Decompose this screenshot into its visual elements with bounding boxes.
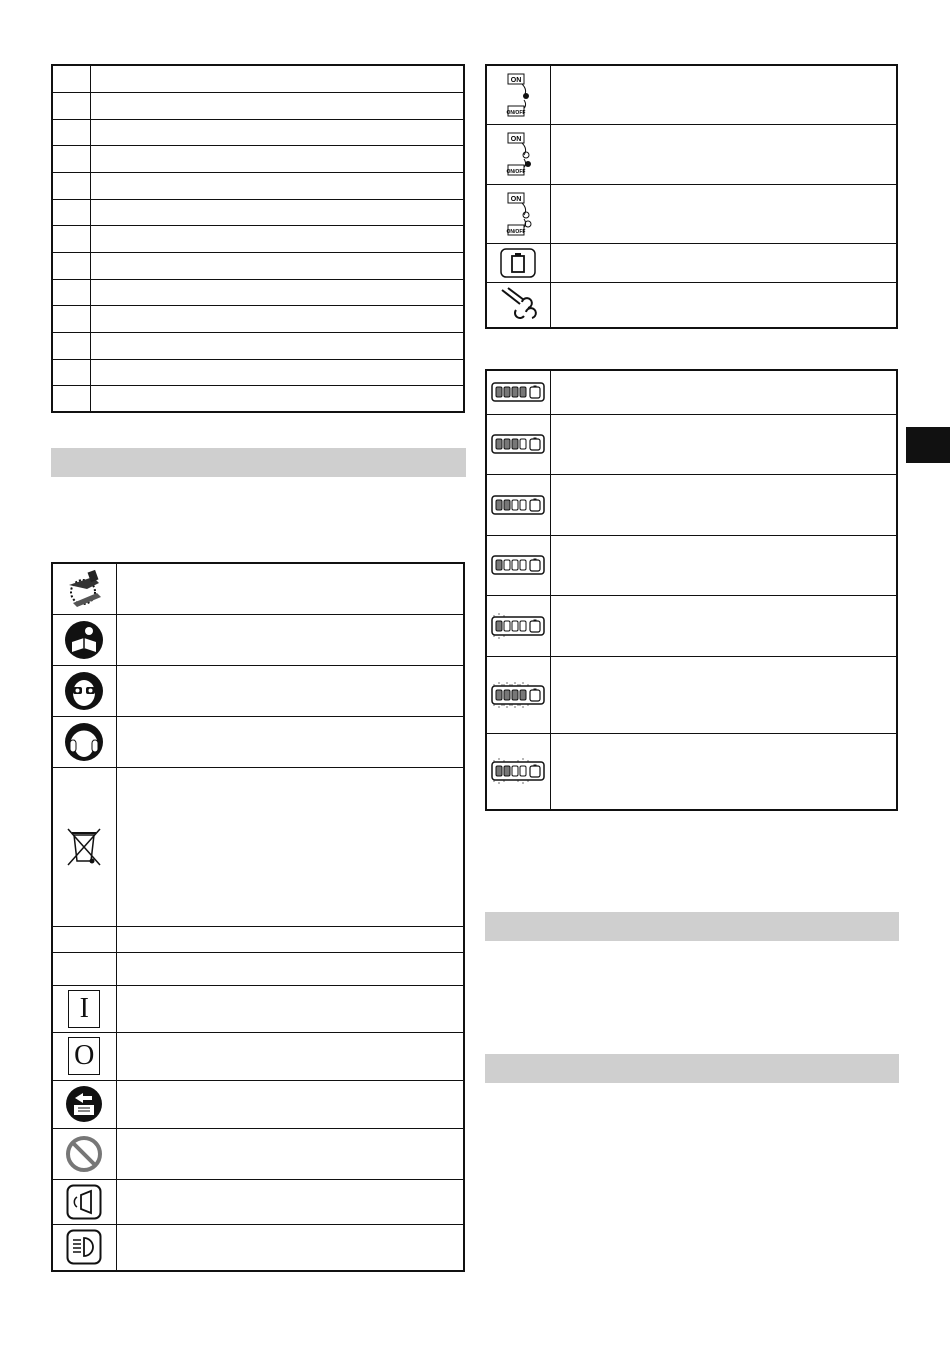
battery-segment bbox=[512, 690, 518, 700]
parts-list-row bbox=[52, 279, 464, 305]
symbol-row bbox=[52, 1032, 464, 1080]
symbol-row bbox=[52, 614, 464, 665]
symbol-row bbox=[52, 1224, 464, 1271]
battery-level-row bbox=[486, 474, 897, 535]
symbol-description bbox=[116, 1080, 464, 1128]
battery-level-description bbox=[550, 370, 897, 414]
symbol-description bbox=[116, 985, 464, 1032]
symbol-row bbox=[52, 1128, 464, 1179]
symbol-row bbox=[52, 926, 464, 952]
symbol-cell bbox=[52, 952, 116, 985]
battery-level-4-blink-icon bbox=[486, 656, 550, 733]
parts-list-number-cell bbox=[52, 92, 90, 119]
battery-symbol bbox=[530, 621, 540, 632]
switch-row bbox=[486, 124, 897, 184]
parts-list-row bbox=[52, 172, 464, 199]
parts-list-row bbox=[52, 252, 464, 279]
language-tab-marker bbox=[906, 427, 950, 463]
battery-segment bbox=[520, 500, 526, 510]
parts-list-number-cell bbox=[52, 199, 90, 225]
parts-list-row bbox=[52, 119, 464, 145]
symbol-row bbox=[52, 767, 464, 926]
battery-segment bbox=[504, 690, 510, 700]
switch-symbols-table bbox=[485, 64, 898, 329]
battery-segment bbox=[520, 387, 526, 397]
on-label: ON bbox=[511, 76, 522, 84]
battery-cap bbox=[534, 438, 537, 440]
switch-description bbox=[550, 124, 897, 184]
battery-segment bbox=[512, 387, 518, 397]
symbol-description bbox=[116, 716, 464, 767]
parts-list-row bbox=[52, 305, 464, 332]
battery-segment bbox=[512, 621, 518, 631]
on-label: ON bbox=[511, 136, 522, 143]
battery-segment bbox=[512, 500, 518, 510]
battery-level-alternate-blink-icon bbox=[486, 733, 550, 810]
battery-symbol bbox=[530, 690, 540, 701]
onoff-label: ON/OFF bbox=[506, 228, 526, 235]
battery-level-description bbox=[550, 414, 897, 474]
parts-list-row bbox=[52, 359, 464, 385]
symbol-row bbox=[52, 563, 464, 614]
ear-protection-icon bbox=[52, 716, 116, 767]
switch-row bbox=[486, 282, 897, 328]
section-heading-band bbox=[485, 1054, 899, 1083]
switch-on-icon bbox=[52, 985, 116, 1032]
parts-list-number-cell bbox=[52, 385, 90, 412]
battery-segment bbox=[504, 560, 510, 570]
symbol-row bbox=[52, 952, 464, 985]
battery-level-4-icon bbox=[486, 370, 550, 414]
battery-segment bbox=[520, 690, 526, 700]
battery-cap bbox=[534, 386, 537, 388]
battery-level-description bbox=[550, 595, 897, 656]
battery-cap bbox=[534, 619, 537, 621]
parts-list-number-cell bbox=[52, 65, 90, 92]
on-off-switch-icon bbox=[486, 65, 550, 124]
parts-list-description-cell bbox=[90, 385, 464, 412]
section-heading-band bbox=[51, 448, 466, 477]
battery-symbol bbox=[530, 766, 540, 777]
battery-segment bbox=[520, 621, 526, 631]
battery-segment bbox=[504, 387, 510, 397]
symbol-row bbox=[52, 1080, 464, 1128]
switch-description bbox=[550, 282, 897, 328]
switch-off-glyph: O bbox=[74, 1040, 95, 1071]
battery-segment bbox=[496, 560, 502, 570]
switch-row bbox=[486, 65, 897, 124]
parts-list-row bbox=[52, 225, 464, 252]
battery-level-row bbox=[486, 370, 897, 414]
symbol-description bbox=[116, 952, 464, 985]
symbol-cell bbox=[52, 926, 116, 952]
on-off-switch-icon bbox=[486, 124, 550, 184]
parts-list-number-cell bbox=[52, 279, 90, 305]
battery-symbol bbox=[530, 439, 540, 450]
battery-segment bbox=[504, 439, 510, 449]
parts-list-description-cell bbox=[90, 119, 464, 145]
battery-level-row bbox=[486, 595, 897, 656]
prohibition-icon bbox=[52, 1128, 116, 1179]
onoff-label: ON/OFF bbox=[506, 109, 526, 116]
on-off-switch-icon bbox=[486, 184, 550, 243]
parts-list-description-cell bbox=[90, 145, 464, 172]
remove-battery-icon bbox=[52, 1080, 116, 1128]
battery-level-description bbox=[550, 656, 897, 733]
battery-segment bbox=[512, 439, 518, 449]
parts-list-number-cell bbox=[52, 225, 90, 252]
parts-list-description-cell bbox=[90, 199, 464, 225]
symbol-row bbox=[52, 665, 464, 716]
battery-symbol bbox=[530, 500, 540, 511]
switch-off-icon bbox=[52, 1032, 116, 1080]
switch-on-glyph: I bbox=[79, 992, 89, 1024]
battery-segment bbox=[520, 439, 526, 449]
section-heading-band bbox=[485, 912, 899, 941]
battery-level-1-blink-icon bbox=[486, 595, 550, 656]
symbol-description bbox=[116, 1032, 464, 1080]
battery-level-row bbox=[486, 733, 897, 810]
symbol-row bbox=[52, 985, 464, 1032]
battery-cap bbox=[534, 765, 537, 767]
parts-list-description-cell bbox=[90, 305, 464, 332]
on-label: ON bbox=[511, 195, 522, 203]
battery-segment bbox=[496, 500, 502, 510]
symbol-description bbox=[116, 1128, 464, 1179]
switch-row bbox=[486, 184, 897, 243]
battery-level-2-icon bbox=[486, 474, 550, 535]
battery-segment bbox=[512, 766, 518, 776]
battery-level-row bbox=[486, 656, 897, 733]
battery-segment bbox=[504, 766, 510, 776]
symbol-description bbox=[116, 563, 464, 614]
parts-list-description-cell bbox=[90, 332, 464, 359]
parts-list-description-cell bbox=[90, 92, 464, 119]
speaker-icon bbox=[52, 1179, 116, 1224]
parts-list-description-cell bbox=[90, 225, 464, 252]
battery-cap bbox=[534, 559, 537, 561]
parts-list-description-cell bbox=[90, 359, 464, 385]
battery-symbol bbox=[530, 387, 540, 398]
onoff-label: ON/OFF bbox=[506, 169, 526, 175]
parts-list-number-cell bbox=[52, 332, 90, 359]
battery-level-table bbox=[485, 369, 898, 811]
battery-level-1-icon bbox=[486, 535, 550, 595]
parts-list-description-cell bbox=[90, 279, 464, 305]
switch-row bbox=[486, 243, 897, 282]
dust-extraction-icon bbox=[486, 282, 550, 328]
switch-description bbox=[550, 184, 897, 243]
parts-list-row bbox=[52, 385, 464, 412]
battery-level-row bbox=[486, 535, 897, 595]
battery-level-description bbox=[550, 733, 897, 810]
battery-segment bbox=[520, 560, 526, 570]
battery-segment bbox=[496, 621, 502, 631]
battery-cap bbox=[534, 688, 537, 690]
parts-list-table bbox=[51, 64, 465, 413]
circular-saw-icon bbox=[52, 563, 116, 614]
symbols-table bbox=[51, 562, 465, 1272]
parts-list-row bbox=[52, 332, 464, 359]
battery-level-description bbox=[550, 535, 897, 595]
parts-list-number-cell bbox=[52, 172, 90, 199]
symbol-description bbox=[116, 665, 464, 716]
parts-list-description-cell bbox=[90, 252, 464, 279]
symbol-description bbox=[116, 926, 464, 952]
battery-level-row bbox=[486, 414, 897, 474]
battery-level-description bbox=[550, 474, 897, 535]
read-manual-icon bbox=[52, 614, 116, 665]
switch-description bbox=[550, 65, 897, 124]
symbol-description bbox=[116, 767, 464, 926]
parts-list-number-cell bbox=[52, 252, 90, 279]
battery-segment bbox=[496, 387, 502, 397]
symbol-description bbox=[116, 1179, 464, 1224]
battery-segment bbox=[496, 690, 502, 700]
symbol-description bbox=[116, 614, 464, 665]
parts-list-row bbox=[52, 145, 464, 172]
parts-list-number-cell bbox=[52, 145, 90, 172]
parts-list-number-cell bbox=[52, 359, 90, 385]
switch-description bbox=[550, 243, 897, 282]
symbol-description bbox=[116, 1224, 464, 1271]
symbol-row bbox=[52, 1179, 464, 1224]
eye-protection-icon bbox=[52, 665, 116, 716]
battery-level-3-icon bbox=[486, 414, 550, 474]
parts-list-description-cell bbox=[90, 65, 464, 92]
parts-list-number-cell bbox=[52, 119, 90, 145]
light-icon bbox=[52, 1224, 116, 1271]
crossed-out-bin-icon bbox=[52, 767, 116, 926]
battery-segment bbox=[512, 560, 518, 570]
battery-segment bbox=[496, 439, 502, 449]
battery-segment bbox=[520, 766, 526, 776]
battery-symbol bbox=[530, 560, 540, 571]
battery-segment bbox=[496, 766, 502, 776]
parts-list-row bbox=[52, 65, 464, 92]
battery-segment bbox=[504, 500, 510, 510]
symbol-row bbox=[52, 716, 464, 767]
battery-cap bbox=[534, 498, 537, 500]
parts-list-description-cell bbox=[90, 172, 464, 199]
battery-icon bbox=[486, 243, 550, 282]
parts-list-row bbox=[52, 199, 464, 225]
parts-list-row bbox=[52, 92, 464, 119]
battery-segment bbox=[504, 621, 510, 631]
parts-list-number-cell bbox=[52, 305, 90, 332]
